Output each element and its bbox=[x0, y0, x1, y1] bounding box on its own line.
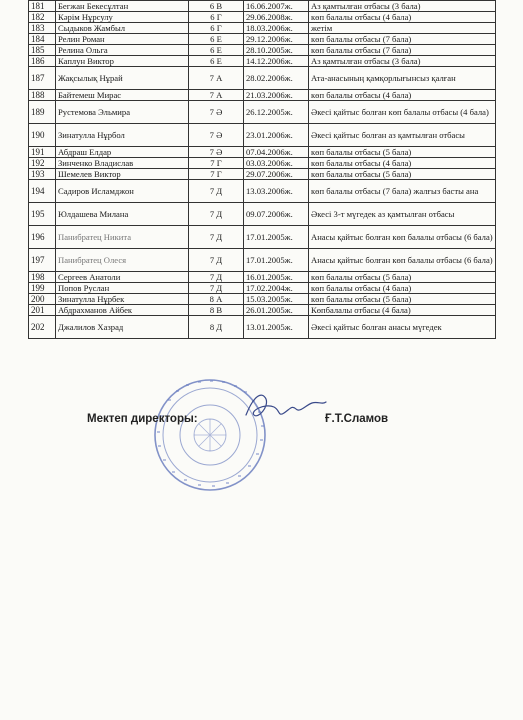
student-name: Шемелев Виктор bbox=[56, 169, 189, 180]
table-row bbox=[29, 12, 496, 23]
family-status: көп балалы отбасы (4 бала) bbox=[309, 90, 496, 101]
birth-date: 17.02.2004ж. bbox=[244, 283, 309, 294]
row-number: 181 bbox=[29, 1, 56, 12]
birth-date: 29.12.2006ж. bbox=[244, 34, 309, 45]
birth-date: 21.03.2006ж. bbox=[244, 90, 309, 101]
family-status: көп балалы отбасы (5 бала) bbox=[309, 147, 496, 158]
student-name: Попов Руслан bbox=[56, 283, 189, 294]
student-name: Релин Роман bbox=[56, 34, 189, 45]
student-name: Зинатулла Нұрбол bbox=[56, 124, 189, 147]
family-status: Әкесі 3-т мүгедек аз қамтылған отбасы bbox=[309, 203, 496, 226]
table-row bbox=[29, 305, 496, 316]
birth-date: 28.10.2005ж. bbox=[244, 45, 309, 56]
director-signature bbox=[240, 385, 330, 430]
birth-date: 29.07.2006ж. bbox=[244, 169, 309, 180]
student-name: Джалилов Хазрад bbox=[56, 316, 189, 339]
class-grade: 7 А bbox=[189, 67, 244, 90]
student-name: Юлдашева Милана bbox=[56, 203, 189, 226]
row-number: 184 bbox=[29, 34, 56, 45]
class-grade: 6 Е bbox=[189, 45, 244, 56]
class-grade: 7 Д bbox=[189, 249, 244, 272]
birth-date: 26.12.2005ж. bbox=[244, 101, 309, 124]
table-row bbox=[29, 1, 496, 12]
row-number: 186 bbox=[29, 56, 56, 67]
family-status: Анасы қайтыс болған көп балалы отбасы (6 бала) bbox=[309, 249, 496, 272]
family-status: көп балалы отбасы (7 бала) bbox=[309, 34, 496, 45]
row-number: 183 bbox=[29, 23, 56, 34]
row-number: 192 bbox=[29, 158, 56, 169]
student-name: Абдраш Елдар bbox=[56, 147, 189, 158]
family-status: көп балалы отбасы (4 бала) bbox=[309, 283, 496, 294]
student-name: Зинченко Владислав bbox=[56, 158, 189, 169]
class-grade: 7 Г bbox=[189, 158, 244, 169]
table-row bbox=[29, 294, 496, 305]
table-row bbox=[29, 180, 496, 203]
row-number: 196 bbox=[29, 226, 56, 249]
family-status: Аз қамтылған отбасы (3 бала) bbox=[309, 56, 496, 67]
student-name: Бегжан Бекесұлтан bbox=[56, 1, 189, 12]
student-name: Панибратец Никита bbox=[56, 226, 189, 249]
class-grade: 8 В bbox=[189, 305, 244, 316]
family-status: Анасы қайтыс болған көп балалы отбасы (6 бала) bbox=[309, 226, 496, 249]
family-status: Ата-анасының қамқорлығынсыз қалған bbox=[309, 67, 496, 90]
birth-date: 17.01.2005ж. bbox=[244, 249, 309, 272]
birth-date: 29.06.2008ж. bbox=[244, 12, 309, 23]
class-grade: 7 Д bbox=[189, 180, 244, 203]
family-status: көп балалы отбасы (5 бала) bbox=[309, 272, 496, 283]
birth-date: 13.01.2005ж. bbox=[244, 316, 309, 339]
table-row bbox=[29, 316, 496, 339]
class-grade: 7 А bbox=[189, 90, 244, 101]
table-row bbox=[29, 158, 496, 169]
signature-block bbox=[0, 380, 523, 480]
student-name: Зинатулла Нұрбек bbox=[56, 294, 189, 305]
table-row bbox=[29, 249, 496, 272]
class-grade: 7 Ә bbox=[189, 101, 244, 124]
table-row bbox=[29, 101, 496, 124]
row-number: 200 bbox=[29, 294, 56, 305]
student-name: Рустемова Эльмира bbox=[56, 101, 189, 124]
birth-date: 14.12.2006ж. bbox=[244, 56, 309, 67]
row-number: 195 bbox=[29, 203, 56, 226]
family-status: көп балалы отбасы (7 бала) жалғыз басты ана bbox=[309, 180, 496, 203]
table-row bbox=[29, 23, 496, 34]
table-row bbox=[29, 203, 496, 226]
class-grade: 7 Г bbox=[189, 169, 244, 180]
student-name: Каплун Виктор bbox=[56, 56, 189, 67]
table-row bbox=[29, 272, 496, 283]
family-status: Көпбалалы отбасы (4 бала) bbox=[309, 305, 496, 316]
student-name: Абдрахманов Айбек bbox=[56, 305, 189, 316]
birth-date: 13.03.2006ж. bbox=[244, 180, 309, 203]
student-roster-table bbox=[28, 0, 496, 339]
class-grade: 6 Е bbox=[189, 56, 244, 67]
director-label: Мектеп директоры: bbox=[87, 413, 198, 425]
class-grade: 7 Д bbox=[189, 203, 244, 226]
family-status: Аз қамтылған отбасы (3 бала) bbox=[309, 1, 496, 12]
birth-date: 28.02.2006ж. bbox=[244, 67, 309, 90]
roster-body bbox=[29, 1, 496, 339]
table-row bbox=[29, 169, 496, 180]
table-row bbox=[29, 34, 496, 45]
birth-date: 18.03.2006ж. bbox=[244, 23, 309, 34]
family-status: жетім bbox=[309, 23, 496, 34]
family-status: көп балалы отбасы (4 бала) bbox=[309, 158, 496, 169]
row-number: 191 bbox=[29, 147, 56, 158]
student-name: Релина Ольга bbox=[56, 45, 189, 56]
row-number: 185 bbox=[29, 45, 56, 56]
table-row bbox=[29, 56, 496, 67]
row-number: 201 bbox=[29, 305, 56, 316]
student-name: Сыдыков Жамбыл bbox=[56, 23, 189, 34]
class-grade: 6 В bbox=[189, 1, 244, 12]
family-status: көп балалы отбасы (4 бала) bbox=[309, 12, 496, 23]
birth-date: 03.03.2006ж. bbox=[244, 158, 309, 169]
class-grade: 6 Г bbox=[189, 23, 244, 34]
table-row bbox=[29, 283, 496, 294]
table-row bbox=[29, 45, 496, 56]
row-number: 194 bbox=[29, 180, 56, 203]
row-number: 182 bbox=[29, 12, 56, 23]
birth-date: 15.03.2005ж. bbox=[244, 294, 309, 305]
birth-date: 16.06.2007ж. bbox=[244, 1, 309, 12]
family-status: Әкесі қайтыс болған анасы мүгедек bbox=[309, 316, 496, 339]
class-grade: 8 Д bbox=[189, 316, 244, 339]
row-number: 197 bbox=[29, 249, 56, 272]
class-grade: 7 Д bbox=[189, 226, 244, 249]
row-number: 193 bbox=[29, 169, 56, 180]
birth-date: 09.07.2006ж. bbox=[244, 203, 309, 226]
class-grade: 6 Е bbox=[189, 34, 244, 45]
family-status: көп балалы отбасы (5 бала) bbox=[309, 294, 496, 305]
director-name: Ғ.Т.Сламов bbox=[325, 413, 389, 425]
row-number: 190 bbox=[29, 124, 56, 147]
family-status: Әкесі қайтыс болған көп балалы отбасы (4 бала) bbox=[309, 101, 496, 124]
table-row bbox=[29, 226, 496, 249]
birth-date: 23.01.2006ж. bbox=[244, 124, 309, 147]
student-name: Жақсылық Нұрай bbox=[56, 67, 189, 90]
table-row bbox=[29, 147, 496, 158]
student-name: Панибратец Олеся bbox=[56, 249, 189, 272]
student-name: Байтемеш Мирас bbox=[56, 90, 189, 101]
family-status: көп балалы отбасы (7 бала) bbox=[309, 45, 496, 56]
class-grade: 7 Ә bbox=[189, 124, 244, 147]
student-name: Кәрім Нұрсулу bbox=[56, 12, 189, 23]
row-number: 188 bbox=[29, 90, 56, 101]
birth-date: 26.01.2005ж. bbox=[244, 305, 309, 316]
class-grade: 6 Г bbox=[189, 12, 244, 23]
row-number: 198 bbox=[29, 272, 56, 283]
birth-date: 16.01.2005ж. bbox=[244, 272, 309, 283]
row-number: 189 bbox=[29, 101, 56, 124]
row-number: 199 bbox=[29, 283, 56, 294]
table-row bbox=[29, 124, 496, 147]
table-row bbox=[29, 90, 496, 101]
class-grade: 7 Д bbox=[189, 272, 244, 283]
student-name: Сергеев Анатоли bbox=[56, 272, 189, 283]
class-grade: 7 Ә bbox=[189, 147, 244, 158]
class-grade: 7 Д bbox=[189, 283, 244, 294]
family-status: көп балалы отбасы (5 бала) bbox=[309, 169, 496, 180]
row-number: 202 bbox=[29, 316, 56, 339]
row-number: 187 bbox=[29, 67, 56, 90]
birth-date: 17.01.2005ж. bbox=[244, 226, 309, 249]
family-status: Әкесі қайтыс болған аз қамтылған отбасы bbox=[309, 124, 496, 147]
class-grade: 8 А bbox=[189, 294, 244, 305]
table-row bbox=[29, 67, 496, 90]
student-name: Садиров Исламджон bbox=[56, 180, 189, 203]
birth-date: 07.04.2006ж. bbox=[244, 147, 309, 158]
